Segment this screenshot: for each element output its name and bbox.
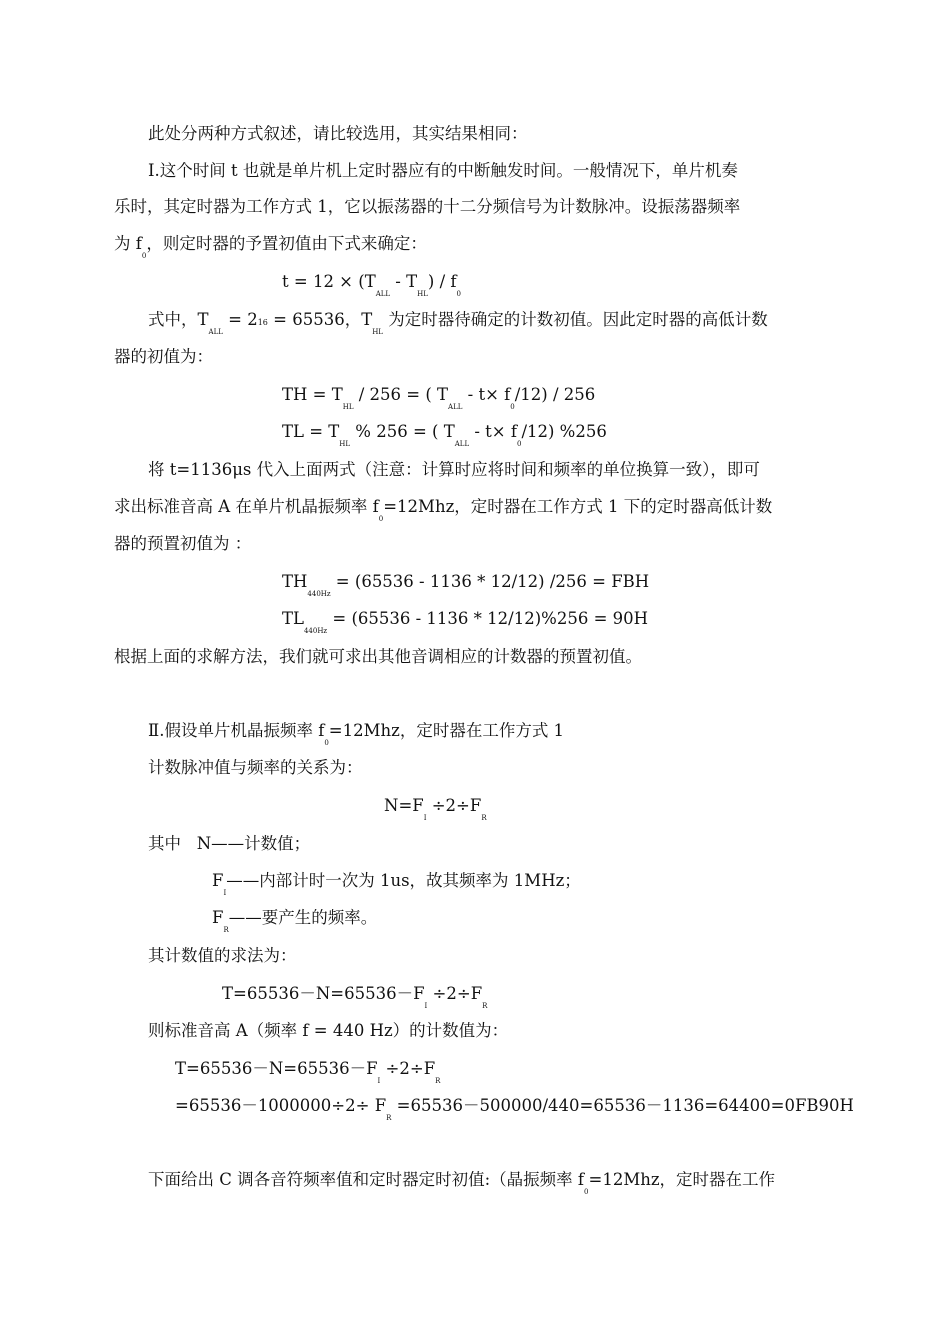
superscript: 16	[257, 318, 268, 327]
method2-line3	[148, 833, 310, 855]
subscript: HL	[372, 328, 383, 336]
text: = 2	[222, 310, 258, 329]
text: = (65536 - 1136 * 12/12)%256 = 90H	[327, 609, 649, 628]
text: - t× f	[469, 422, 517, 441]
text: /12) %256	[521, 422, 607, 441]
subscript: R	[223, 926, 229, 934]
intro-text: 此处分两种方式叙述，请比较选用，其实结果相同：	[148, 124, 528, 143]
intro-paragraph	[148, 123, 528, 145]
text: 器的预置初值为 ：	[114, 534, 252, 553]
text: % 256 = ( T	[350, 422, 455, 441]
subscript: ALL	[454, 440, 470, 448]
text: F	[212, 908, 224, 927]
subscript: 440Hz	[307, 590, 331, 598]
text: 为 f	[114, 234, 142, 253]
text: ÷2÷F	[380, 1059, 436, 1078]
text: 为定时器待确定的计数初值。因此定时器的高低计数	[382, 310, 768, 329]
method1-line6	[148, 459, 760, 481]
subscript: I	[423, 814, 427, 822]
method2-line4	[212, 870, 581, 897]
text: =65536－1000000÷2÷ F	[175, 1096, 387, 1115]
text: 其计数值的求法为：	[148, 946, 297, 965]
subscript: 440Hz	[303, 627, 328, 635]
method1-text: 乐时，其定时器为工作方式 1，它以振荡器的十二分频信号为计数脉冲。设振荡器频率	[114, 197, 741, 216]
text: T=65536－N=65536－F	[175, 1059, 378, 1078]
text: =12Mhz，定时器在工作	[588, 1170, 776, 1189]
text: t = 12 × (T	[282, 272, 376, 291]
method1-text: Ⅰ.这个时间 t 也就是单片机上定时器应有的中断触发时间。一般情况下，单片机奏	[148, 161, 738, 180]
subscript: 0	[141, 252, 147, 260]
subscript: 0	[456, 290, 461, 298]
text: 根据上面的求解方法，我们就可求出其他音调相应的计数器的预置初值。	[114, 647, 642, 666]
text: TH	[282, 572, 308, 591]
method1-line4	[148, 309, 768, 336]
text: ) / f	[427, 272, 457, 291]
method1-line1	[148, 160, 738, 182]
text: =12Mhz，定时器在工作方式 1 下的定时器高低计数	[383, 497, 773, 516]
subscript: HL	[417, 290, 428, 298]
text: = 65536，T	[267, 310, 373, 329]
subscript: HL	[342, 403, 354, 411]
text: / 256 = ( T	[353, 385, 449, 404]
text: 则标准音高 A（频率 f = 440 Hz）的计数值为：	[148, 1021, 509, 1040]
text: 计数脉冲值与频率的关系为：	[148, 758, 363, 777]
formula-t	[282, 271, 461, 298]
text: TH = T	[282, 385, 343, 404]
method2-line1	[148, 720, 565, 747]
formula-th	[282, 384, 596, 411]
formula-t4	[175, 1095, 854, 1122]
text: - t× f	[462, 385, 511, 404]
subscript: I	[424, 1002, 428, 1010]
subscript: 0	[378, 515, 384, 523]
formula-t3	[175, 1058, 441, 1085]
subscript: 0	[324, 739, 329, 747]
subscript: ALL	[448, 403, 463, 411]
formula-t2	[222, 983, 488, 1010]
text: T=65536－N=65536－F	[222, 984, 425, 1003]
method2-line6	[148, 945, 297, 967]
formula-n	[384, 795, 487, 822]
text: 器的初值为：	[114, 347, 213, 366]
subscript: R	[435, 1077, 441, 1085]
text: TL	[282, 609, 304, 628]
text: Ⅱ.假设单片机晶振频率 f	[148, 721, 325, 740]
method1-line2	[114, 196, 740, 218]
subscript: 0	[516, 440, 522, 448]
subscript: R	[481, 814, 487, 822]
method1-line7	[114, 496, 773, 523]
method2-line2	[148, 757, 363, 779]
subscript: ALL	[208, 328, 223, 336]
text: ，则定时器的予置初值由下式来确定：	[146, 234, 427, 253]
text: 式中，T	[148, 310, 209, 329]
text: ——内部计时一次为 1us，故其频率为 1MHz；	[226, 871, 581, 890]
formula-tl440	[282, 608, 649, 635]
subscript: I	[223, 889, 227, 897]
text: 其中 N——计数值；	[148, 834, 311, 853]
text: - T	[390, 272, 418, 291]
text: = (65536 - 1136 * 12/12) /256 = FBH	[330, 572, 650, 591]
method1-line8	[114, 533, 251, 555]
method1-line9	[114, 646, 642, 668]
method2-line5	[212, 907, 378, 934]
text: 将 t=1136μs 代入上面两式（注意：计算时应将时间和频率的单位换算一致），即可	[148, 460, 760, 479]
subscript: 0	[510, 403, 515, 411]
subscript: I	[377, 1077, 381, 1085]
method1-line3	[114, 233, 427, 260]
text: =65536－500000/440=65536－1136=64400=0FB90H	[391, 1096, 854, 1115]
subscript: R	[482, 1002, 488, 1010]
formula-th440	[282, 571, 650, 598]
text: 下面给出 C 调各音符频率值和定时器定时初值:（晶振频率 f	[148, 1170, 585, 1189]
text: =12Mhz，定时器在工作方式 1	[328, 721, 565, 740]
formula-tl	[282, 421, 607, 448]
text: /12) / 256	[514, 385, 596, 404]
subscript: R	[386, 1114, 392, 1122]
table-intro-line	[148, 1169, 776, 1196]
text: ——要产生的频率。	[228, 908, 378, 927]
method1-line5	[114, 346, 213, 368]
text: F	[212, 871, 224, 890]
subscript: 0	[584, 1188, 589, 1196]
text: ÷2÷F	[427, 984, 483, 1003]
text: ÷2÷F	[426, 796, 482, 815]
text: TL = T	[282, 422, 340, 441]
subscript: HL	[339, 440, 351, 448]
text: 求出标准音高 A 在单片机晶振频率 f	[114, 497, 379, 516]
method2-line7	[148, 1020, 508, 1042]
subscript: ALL	[375, 290, 391, 298]
text: N=F	[384, 796, 424, 815]
